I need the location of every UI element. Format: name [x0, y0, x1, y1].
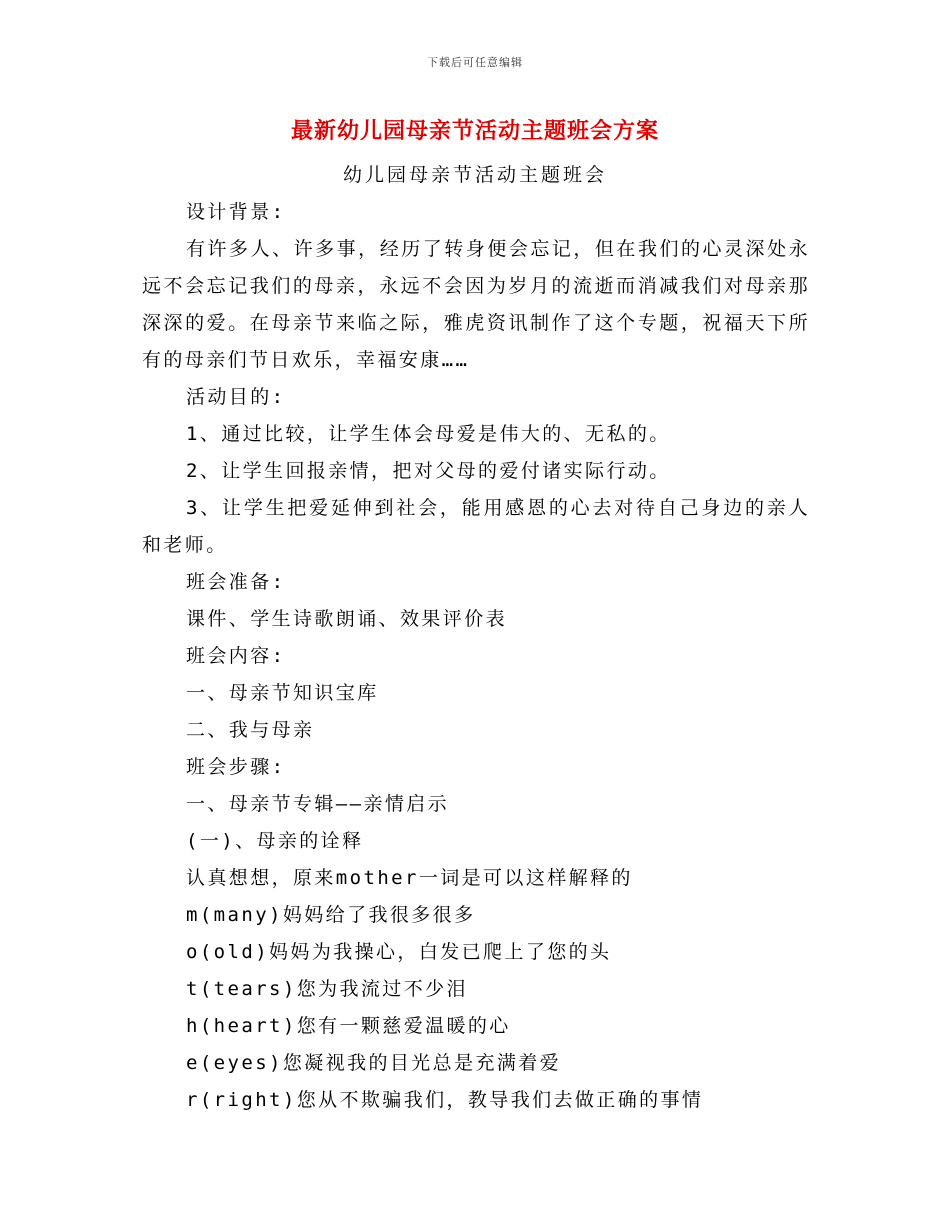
- header-note: 下载后可任意编辑: [427, 56, 523, 69]
- paragraph-mother-r: r(right)您从不欺骗我们，教导我们去做正确的事情: [186, 1089, 704, 1111]
- paragraph-steps-heading: 班会步骤:: [186, 756, 286, 778]
- paragraph-design-background: 有许多人、许多事，经历了转身便会忘记，但在我们的心灵深处永远不会忘记我们的母亲，永远不会因为岁月的流逝而消减我们对母亲那深深的爱。在母亲节来临之际，雅虎资讯制作了这个专题，祝福天下所有的母亲们节日欢乐，幸福安康……: [142, 238, 810, 371]
- paragraph-mother-t: t(tears)您为我流过不少泪: [186, 978, 468, 1000]
- paragraph-goal-2: 2、让学生回报亲情，把对父母的爱付诸实际行动。: [186, 460, 671, 482]
- paragraph-mother-e: e(eyes)您凝视我的目光总是充满着爱: [186, 1052, 562, 1074]
- paragraph-goal-1: 1、通过比较，让学生体会母爱是伟大的、无私的。: [186, 423, 671, 445]
- document-subtitle: 幼儿园母亲节活动主题班会: [342, 164, 607, 186]
- paragraph-content-heading: 班会内容:: [186, 645, 286, 667]
- paragraph-mother-h: h(heart)您有一颗慈爱温暖的心: [186, 1015, 511, 1037]
- paragraph-content-2: 二、我与母亲: [186, 719, 315, 741]
- paragraph-design-background-heading: 设计背景:: [186, 201, 286, 223]
- paragraph-mother-m: m(many)妈妈给了我很多很多: [186, 904, 476, 926]
- paragraph-goal-3: 3、让学生把爱延伸到社会，能用感恩的心去对待自己身边的亲人和老师。: [142, 497, 810, 556]
- paragraph-mother-intro: 认真想想，原来mother一词是可以这样解释的: [186, 867, 633, 889]
- document-title: 最新幼儿园母亲节活动主题班会方案: [290, 118, 659, 144]
- paragraph-activity-goal-heading: 活动目的:: [186, 386, 286, 408]
- paragraph-preparation-heading: 班会准备:: [186, 571, 286, 593]
- paragraph-preparation: 课件、学生诗歌朗诵、效果评价表: [186, 608, 508, 630]
- paragraph-content-1: 一、母亲节知识宝库: [186, 682, 379, 704]
- paragraph-step-1-sub: (一)、母亲的诠释: [186, 830, 364, 852]
- paragraph-mother-o: o(old)妈妈为我操心，白发已爬上了您的头: [186, 941, 612, 963]
- document-body: [142, 194, 810, 1119]
- paragraph-step-1: 一、母亲节专辑——亲情启示: [186, 793, 450, 815]
